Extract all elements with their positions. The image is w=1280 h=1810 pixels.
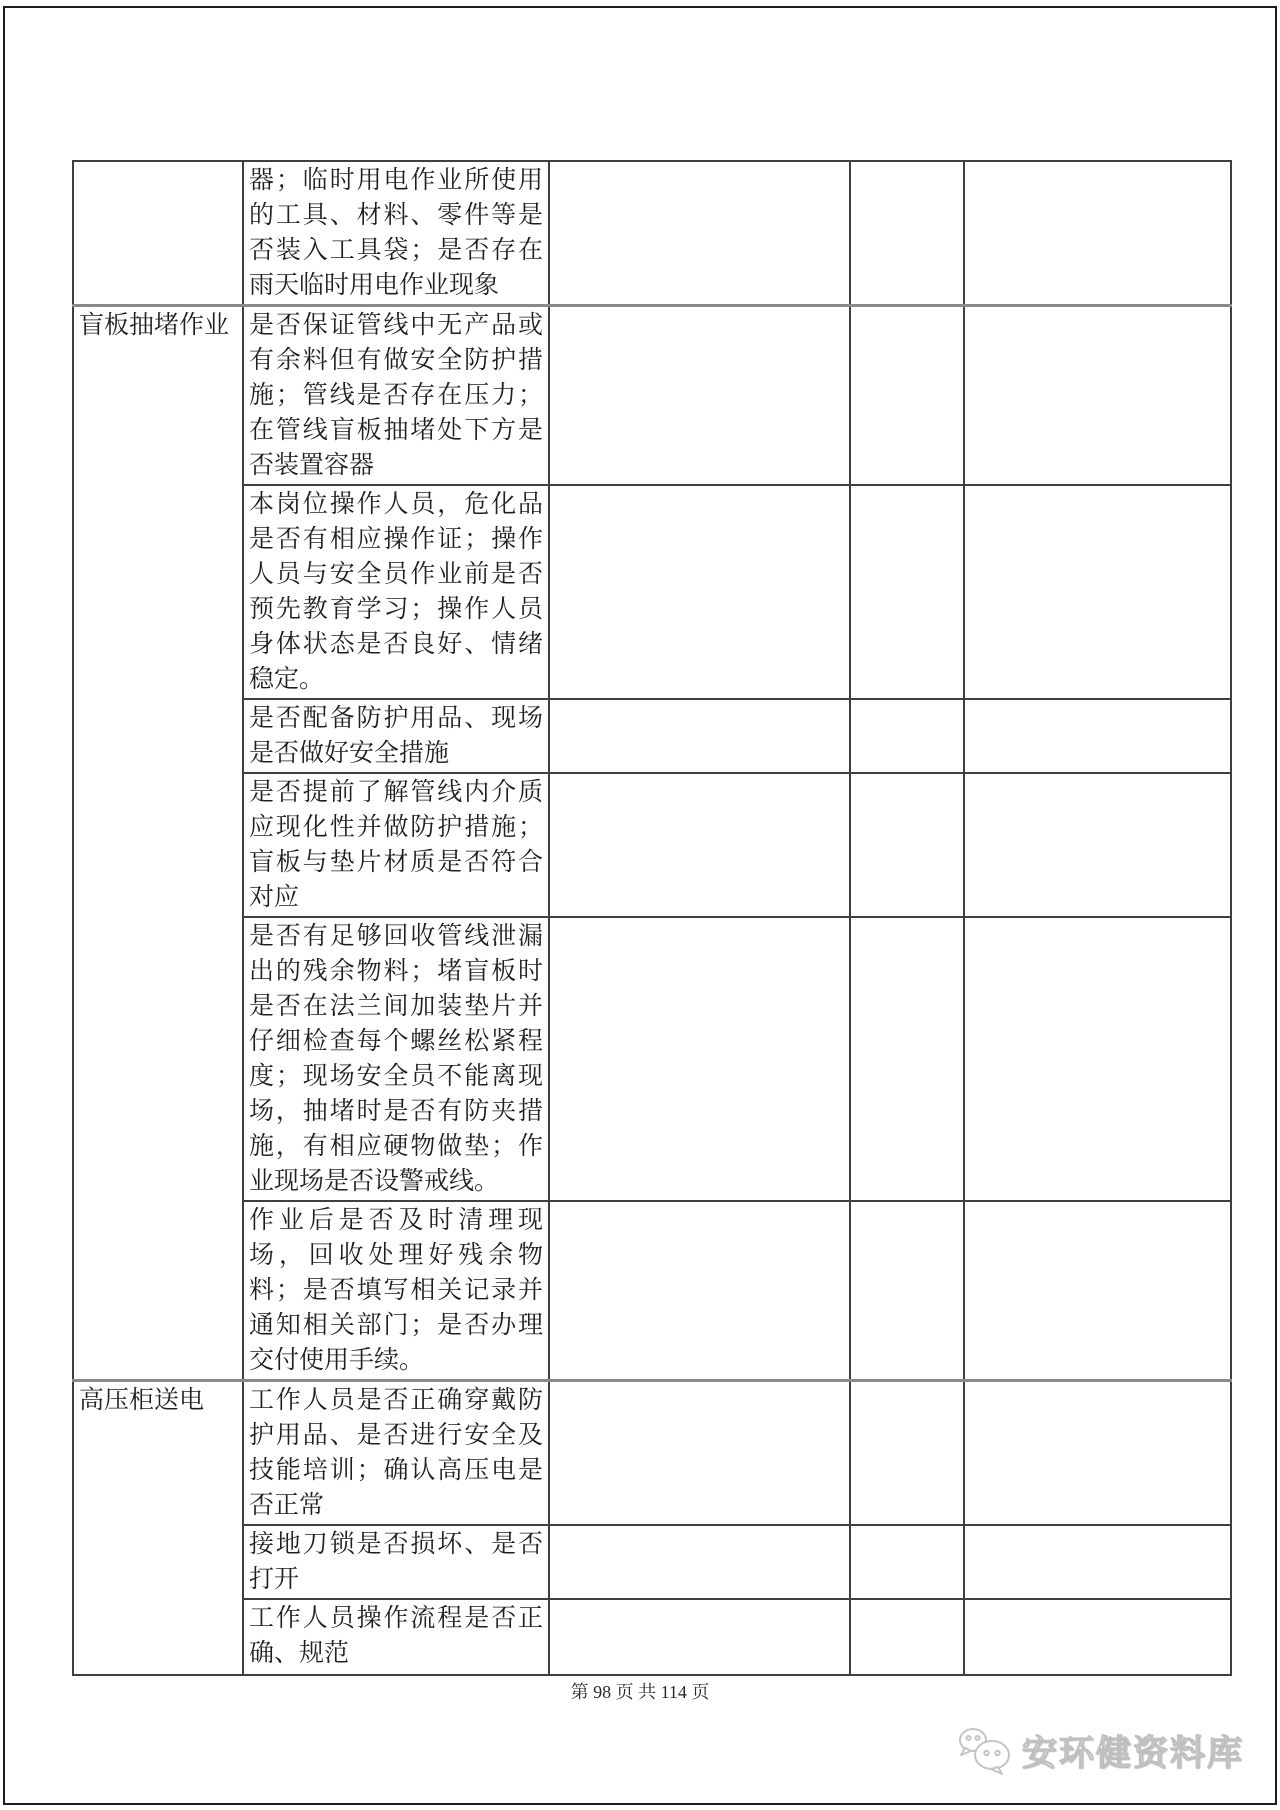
category-cell: 盲板抽堵作业 <box>73 306 243 1381</box>
check-item-cell: 本岗位操作人员，危化品是否有相应操作证；操作人员与安全员作业前是否预先教育学习；操作人员身体状态是否良好、情绪稳定。 <box>243 485 549 699</box>
category-cell <box>73 161 243 306</box>
table-row <box>73 1201 1231 1381</box>
empty-cell <box>549 485 850 699</box>
check-item-cell: 是否配备防护用品、现场是否做好安全措施 <box>243 699 549 773</box>
empty-cell <box>549 161 850 306</box>
empty-cell <box>964 306 1231 486</box>
empty-cell <box>850 485 964 699</box>
empty-cell <box>549 1525 850 1599</box>
check-item-cell: 是否保证管线中无产品或有余料但有做安全防护措施；管线是否存在压力；在管线盲板抽堵处下方是否装置容器 <box>243 306 549 486</box>
safety-checklist-table <box>72 160 1232 1676</box>
empty-cell <box>549 1201 850 1381</box>
empty-cell <box>964 1525 1231 1599</box>
page-number-footer: 第 98 页 共 114 页 <box>570 1682 710 1702</box>
check-item-cell: 接地刀锁是否损坏、是否打开 <box>243 1525 549 1599</box>
check-item-cell: 器；临时用电作业所使用的工具、材料、零件等是否装入工具袋；是否存在雨天临时用电作业现象 <box>243 161 549 306</box>
empty-cell <box>964 773 1231 917</box>
empty-cell <box>850 699 964 773</box>
empty-cell <box>850 773 964 917</box>
table-row <box>73 161 1231 306</box>
empty-cell <box>850 161 964 306</box>
empty-cell <box>850 1381 964 1526</box>
empty-cell <box>964 161 1231 306</box>
check-item-cell: 作业后是否及时清理现场，回收处理好残余物料；是否填写相关记录并通知相关部门；是否办理交付使用手续。 <box>243 1201 549 1381</box>
brand-name: 安环健资料库 <box>1021 1734 1244 1773</box>
empty-cell <box>964 699 1231 773</box>
empty-cell <box>549 699 850 773</box>
table-row <box>73 917 1231 1201</box>
table-row <box>73 1381 1231 1526</box>
empty-cell <box>549 917 850 1201</box>
wechat-bubbles-icon <box>958 1727 1014 1775</box>
table-row <box>73 773 1231 917</box>
empty-cell <box>549 773 850 917</box>
table-row <box>73 306 1231 486</box>
empty-cell <box>549 1599 850 1675</box>
empty-cell <box>850 306 964 486</box>
empty-cell <box>964 485 1231 699</box>
table-row <box>73 1525 1231 1599</box>
table-row <box>73 1599 1231 1675</box>
category-cell: 高压柜送电 <box>73 1381 243 1676</box>
empty-cell <box>549 306 850 486</box>
brand-watermark <box>958 1726 1244 1776</box>
check-item-cell: 工作人员是否正确穿戴防护用品、是否进行安全及技能培训；确认高压电是否正常 <box>243 1381 549 1526</box>
check-item-cell: 工作人员操作流程是否正确、规范 <box>243 1599 549 1675</box>
empty-cell <box>850 1201 964 1381</box>
empty-cell <box>850 1525 964 1599</box>
table-row <box>73 699 1231 773</box>
check-item-cell: 是否提前了解管线内介质应现化性并做防护措施；盲板与垫片材质是否符合对应 <box>243 773 549 917</box>
check-item-cell: 是否有足够回收管线泄漏出的残余物料；堵盲板时是否在法兰间加装垫片并仔细检查每个螺丝松紧程度；现场安全员不能离现场，抽堵时是否有防夹措施，有相应硬物做垫；作业现场是否设警戒线。 <box>243 917 549 1201</box>
empty-cell <box>964 917 1231 1201</box>
empty-cell <box>964 1599 1231 1675</box>
empty-cell <box>850 917 964 1201</box>
empty-cell <box>850 1599 964 1675</box>
empty-cell <box>549 1381 850 1526</box>
table-row <box>73 485 1231 699</box>
empty-cell <box>964 1381 1231 1526</box>
empty-cell <box>964 1201 1231 1381</box>
